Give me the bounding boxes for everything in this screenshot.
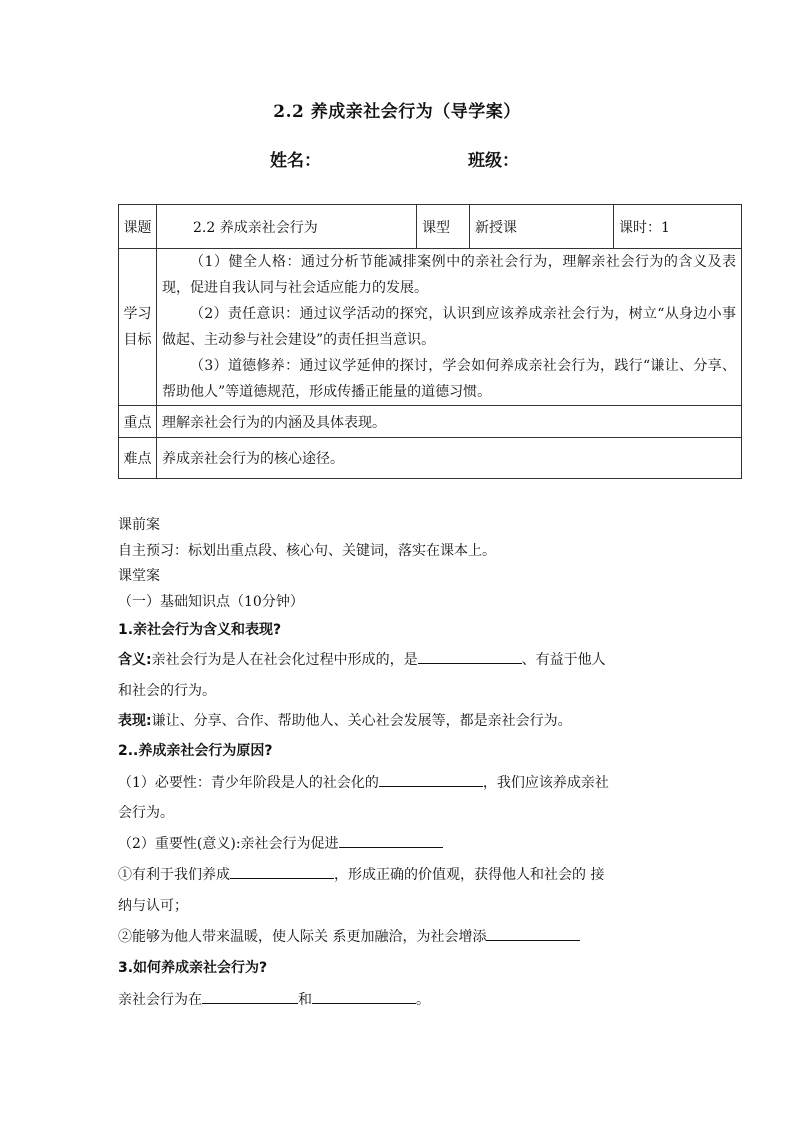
definition-blank[interactable] (418, 649, 522, 664)
definition-text-c: 和社会的行为。 (118, 683, 216, 699)
definition-line (118, 649, 606, 669)
importance-line (118, 833, 443, 853)
manifestation-line (118, 710, 572, 730)
how-line (118, 989, 430, 1009)
section-1-heading: （一）基础知识点（10分钟） (118, 594, 304, 610)
difficulty-text-cell: 养成亲社会行为的核心途径。 (157, 438, 742, 479)
necessity-text-a: （1）必要性：青少年阶段是人的社会化的 (118, 775, 379, 791)
manifestation-text: 谦让、分享、合作、帮助他人、关心社会发展等，都是亲社会行为。 (151, 713, 572, 729)
importance-blank[interactable] (339, 833, 443, 848)
definition-text-b: 、有益于他人 (521, 652, 606, 668)
necessity-line (118, 772, 609, 792)
necessity-text-c: 会行为。 (118, 805, 174, 821)
class-label: 班级： (468, 151, 519, 171)
table-row (119, 438, 742, 479)
point-1-text-a: ①有利于我们养成 (118, 867, 230, 883)
how-text-a: 亲社会行为在 (118, 992, 202, 1008)
in-class-heading: 课堂案 (118, 568, 160, 584)
how-text-c: 。 (416, 992, 430, 1008)
question-2: 2..养成亲社会行为原因? (118, 743, 273, 759)
necessity-blank[interactable] (379, 772, 483, 787)
pre-class-heading: 课前案 (118, 517, 160, 533)
type-value-cell: 新授课 (470, 205, 614, 249)
point-1-text-b: ，形成正确的价值观，获得他人和社会的 接 (334, 867, 605, 883)
definition-label: 含义: (118, 652, 152, 668)
preview-text: 自主预习：标划出重点段、核心句、关键词，落实在课本上。 (118, 543, 496, 559)
question-3: 3.如何养成亲社会行为? (118, 960, 268, 976)
importance-text: （2）重要性(意义):亲社会行为促进 (118, 836, 339, 852)
point-2-text: ②能够为他人带来温暖，使人际关 系更加融洽，为社会增添 (118, 929, 487, 945)
goal-text-cell (157, 249, 742, 406)
goal-label-line-2: 目标 (123, 332, 152, 348)
goal-item-3: （3）道德修养：通过议学延伸的探讨，学会如何养成亲社会行为，践行“谦让、分享、帮助他人”等道德规范，形成传播正能量的道德习惯。 (162, 358, 736, 400)
point-2-blank[interactable] (486, 926, 580, 941)
key-text-cell: 理解亲社会行为的内涵及具体表现。 (157, 406, 742, 438)
manifestation-label: 表现: (118, 713, 152, 729)
goal-item-2: （2）责任意识：通过议学活动的探究，认识到应该养成亲社会行为，树立“从身边小事做起、主动参与社会建设”的责任担当意识。 (162, 306, 736, 348)
necessity-text-b: ，我们应该养成亲社 (482, 775, 609, 791)
topic-value-cell: 2.2 养成亲社会行为 (157, 205, 417, 249)
how-text-b: 和 (298, 992, 312, 1008)
point-2-line (118, 926, 580, 946)
key-label-cell: 重点 (119, 406, 157, 438)
point-1-line (118, 864, 604, 884)
period-cell: 课时：1 (614, 205, 742, 249)
goal-label-line-1: 学习 (123, 306, 152, 322)
point-1-blank[interactable] (230, 864, 334, 879)
page-title: 2.2 养成亲社会行为（导学案） (273, 102, 521, 122)
table-row (119, 249, 742, 406)
table-row (119, 406, 742, 438)
topic-label-cell: 课题 (119, 205, 157, 249)
goal-label-cell (119, 249, 157, 406)
table-row (119, 205, 742, 249)
how-blank-1[interactable] (202, 989, 298, 1004)
name-label: 姓名： (270, 151, 321, 171)
difficulty-label-cell: 难点 (119, 438, 157, 479)
how-blank-2[interactable] (312, 989, 416, 1004)
lesson-info-table (118, 204, 742, 479)
type-label-cell: 课型 (417, 205, 470, 249)
definition-text-a: 亲社会行为是人在社会化过程中形成的，是 (151, 652, 418, 668)
question-1: 1.亲社会行为含义和表现? (118, 622, 282, 638)
point-1-text-c: 纳与认可； (118, 898, 188, 914)
goal-item-1: （1）健全人格：通过分析节能减排案例中的亲社会行为，理解亲社会行为的含义及表现，促进自我认同与社会适应能力的发展。 (162, 254, 736, 296)
